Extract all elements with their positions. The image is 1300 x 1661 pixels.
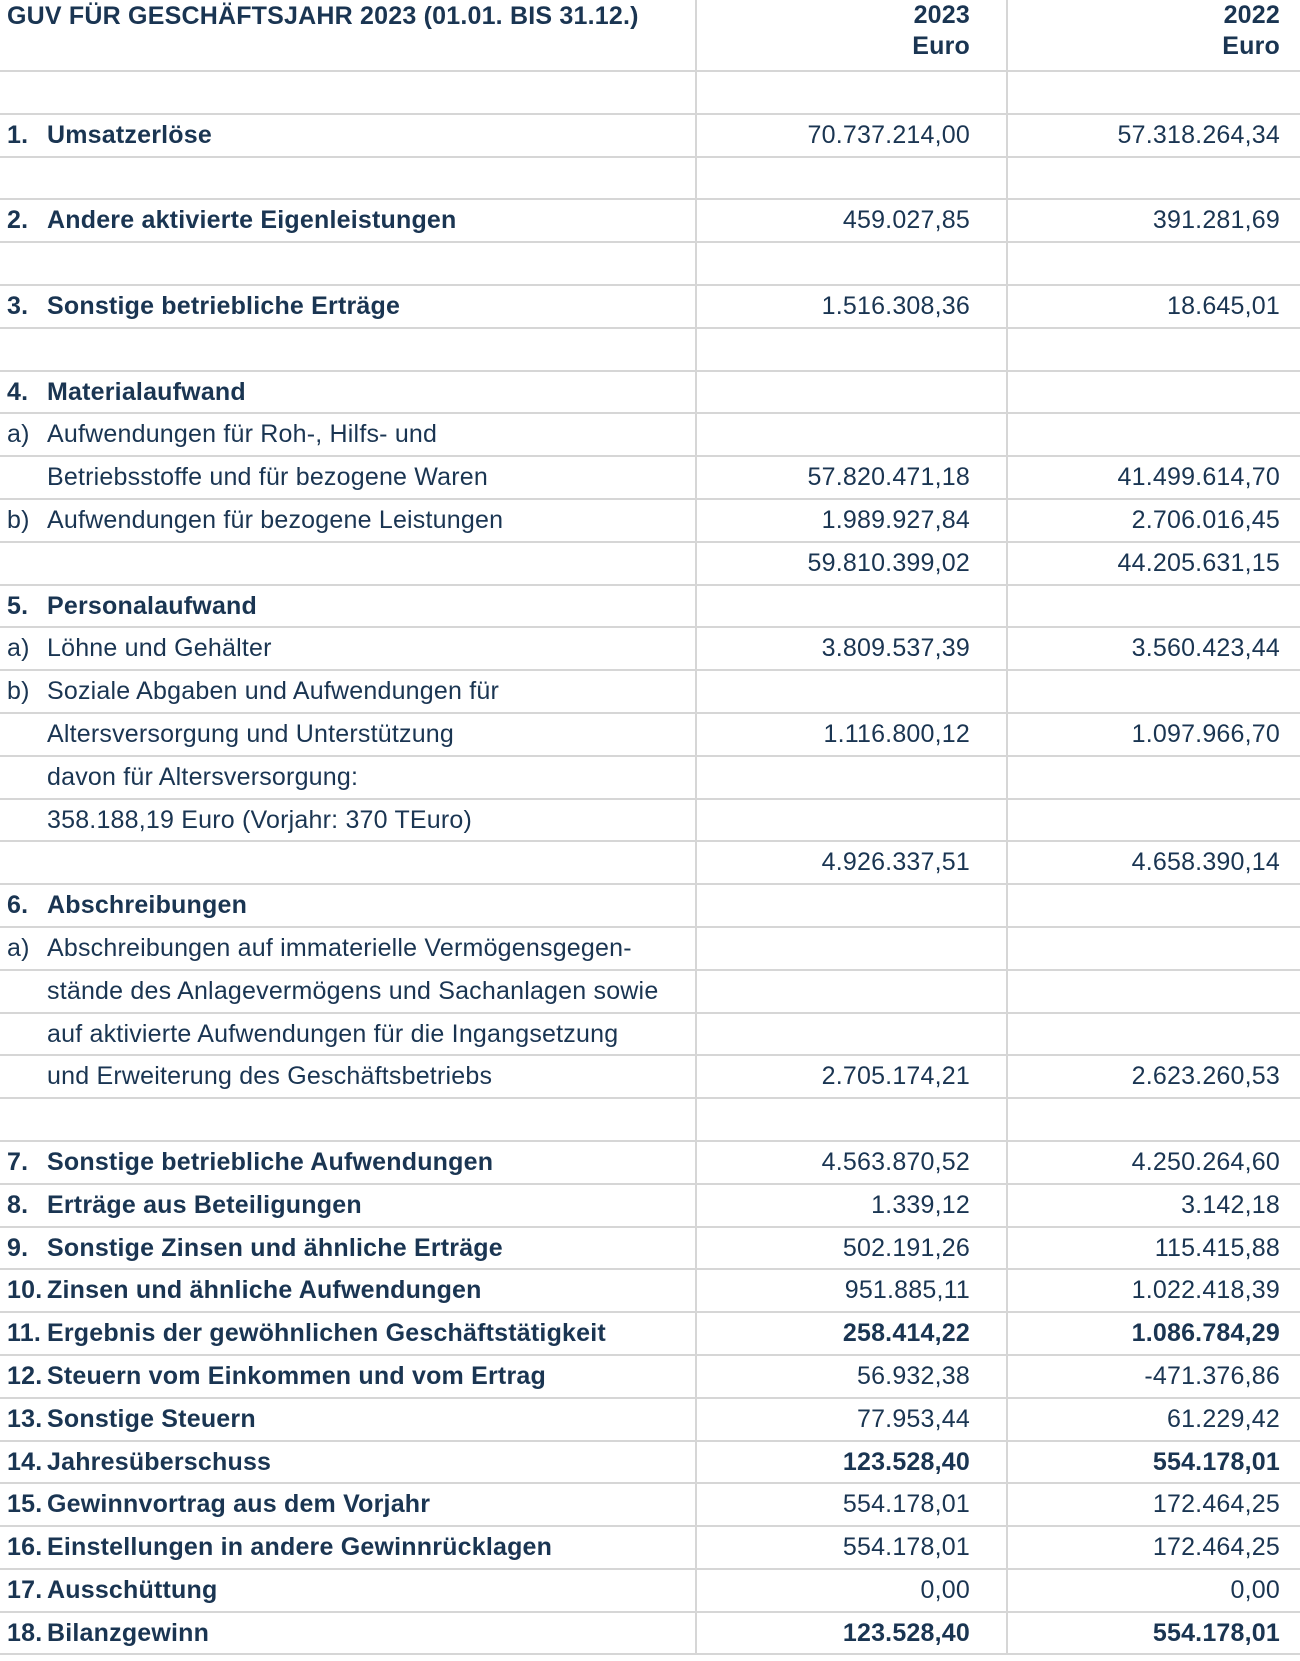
row-label [0,1612,696,1655]
row-subletter: a) [7,634,30,663]
table-row-11 [0,1312,1300,1355]
row-title: Sonstige betriebliche Erträge [47,291,401,320]
value-2023: 123.528,40 [696,1612,1007,1655]
row-label [0,1398,696,1441]
value-2023: 258.414,22 [696,1312,1007,1355]
table-row-5b-line4 [0,799,1300,842]
table-header-row [0,0,1300,71]
row-subletter: a) [7,933,30,962]
value-2022: 3.560.423,44 [1007,627,1300,670]
table-row-4 [0,371,1300,414]
value-2022: 115.415,88 [1007,1227,1300,1270]
table-row-13 [0,1398,1300,1441]
value-2022: 0,00 [1007,1569,1300,1612]
row-label [0,114,696,157]
table-row-6a-line2 [0,970,1300,1013]
value-2023: 459.027,85 [696,199,1007,242]
column-header-2023 [696,0,1007,71]
value-2023: 70.737.214,00 [696,114,1007,157]
row-number: 9. [7,1233,29,1262]
row-number: 5. [7,591,29,620]
row-subletter: b) [7,677,30,706]
value-2023: 4.563.870,52 [696,1141,1007,1184]
row-label [0,1355,696,1398]
value-2022: 1.086.784,29 [1007,1312,1300,1355]
table-row-1 [0,114,1300,157]
table-row-6a-line3 [0,1013,1300,1056]
row-label [0,713,696,756]
table-row-14 [0,1441,1300,1484]
row-number: 16. [7,1533,43,1562]
value-2022: 61.229,42 [1007,1398,1300,1441]
row-title: Ergebnis der gewöhnlichen Geschäftstätigkeit [47,1319,606,1348]
row-title: Andere aktivierte Eigenleistungen [47,206,457,235]
row-label [0,1441,696,1484]
row-label [0,1269,696,1312]
table-row-9 [0,1227,1300,1270]
subtotal-2022: 4.658.390,14 [1007,841,1300,884]
value-2022: 18.645,01 [1007,285,1300,328]
row-title: Jahresüberschuss [47,1447,272,1476]
value-2022: 2.623.260,53 [1007,1055,1300,1098]
row-number: 10. [7,1276,43,1305]
subtotal-2023: 4.926.337,51 [696,841,1007,884]
row-number: 11. [7,1319,41,1348]
row-label [0,413,696,456]
row-number: 18. [7,1618,43,1647]
row-label [0,1055,696,1098]
row-title: Sonstige Steuern [47,1404,256,1433]
value-2023: 123.528,40 [696,1441,1007,1484]
row-label [0,456,696,499]
row-title: Sonstige Zinsen und ähnliche Erträge [47,1233,503,1262]
value-2023: 56.932,38 [696,1355,1007,1398]
row-number: 1. [7,120,29,149]
row-label [0,1013,696,1056]
table-row-15 [0,1483,1300,1526]
value-2022: 172.464,25 [1007,1526,1300,1569]
value-2023: 502.191,26 [696,1227,1007,1270]
column-year-2022: 2022 [1223,1,1280,29]
row-title: Steuern vom Einkommen und vom Ertrag [47,1361,546,1390]
row-number: 15. [7,1490,43,1519]
row-title: Einstellungen in andere Gewinnrücklagen [47,1533,553,1562]
row-note: davon für Altersversorgung: [47,762,359,791]
row-number: 6. [7,891,29,920]
table-row-17 [0,1569,1300,1612]
value-2022: 41.499.614,70 [1007,456,1300,499]
column-unit-2022: Euro [1222,32,1280,60]
row-label [0,970,696,1013]
row-label [0,285,696,328]
row-title: Bilanzgewinn [47,1618,210,1647]
row-label [0,799,696,842]
row-title: Betriebsstoffe und für bezogene Waren [47,463,489,492]
row-number: 2. [7,206,29,235]
table-row-6a-line1 [0,927,1300,970]
spacer-row [0,157,1300,200]
row-label [0,1569,696,1612]
row-label [0,1227,696,1270]
row-title: Altersversorgung und Unterstützung [47,719,455,748]
column-year-2023: 2023 [913,1,970,29]
row-number: 8. [7,1190,29,1219]
row-title: Aufwendungen für bezogene Leistungen [47,505,504,534]
row-label [0,1312,696,1355]
value-2023: 554.178,01 [696,1483,1007,1526]
row-number: 14. [7,1447,43,1476]
row-number: 7. [7,1147,29,1176]
value-2023: 1.989.927,84 [696,499,1007,542]
spacer-row [0,1098,1300,1141]
row-title: Personalaufwand [47,591,257,620]
value-2022: -471.376,86 [1007,1355,1300,1398]
table-row-7 [0,1141,1300,1184]
table-row-5 [0,585,1300,628]
row-label [0,585,696,628]
row-number: 3. [7,291,29,320]
table-row-18 [0,1612,1300,1655]
row-label [0,499,696,542]
table-row-5-subtotal [0,841,1300,884]
table-row-5a [0,627,1300,670]
value-2022: 554.178,01 [1007,1612,1300,1655]
row-number: 13. [7,1404,43,1433]
statement-title: GUV FÜR GESCHÄFTSJAHR 2023 (01.01. BIS 31.12.) [0,0,696,71]
row-number: 17. [7,1575,43,1604]
row-title: auf aktivierte Aufwendungen für die Ingangsetzung [47,1019,619,1048]
subtotal-2022: 44.205.631,15 [1007,542,1300,585]
value-2023: 1.116.800,12 [696,713,1007,756]
row-title: Aufwendungen für Roh-, Hilfs- und [47,420,438,449]
row-title: stände des Anlagevermögens und Sachanlagen sowie [47,976,659,1005]
table-row-12 [0,1355,1300,1398]
row-label [0,1526,696,1569]
row-number: 12. [7,1361,43,1390]
value-2023: 951.885,11 [696,1269,1007,1312]
value-2023: 77.953,44 [696,1398,1007,1441]
row-title: Gewinnvortrag aus dem Vorjahr [47,1490,431,1519]
row-title: Sonstige betriebliche Aufwendungen [47,1147,494,1176]
value-2022: 2.706.016,45 [1007,499,1300,542]
value-2023: 3.809.537,39 [696,627,1007,670]
subtotal-2023: 59.810.399,02 [696,542,1007,585]
table-row-4a-line1 [0,413,1300,456]
row-label [0,199,696,242]
row-title: Abschreibungen auf immaterielle Vermögensgegen- [47,933,632,962]
row-number: 4. [7,377,29,406]
value-2023: 57.820.471,18 [696,456,1007,499]
table-row-6 [0,884,1300,927]
table-row-5b-line2 [0,713,1300,756]
table-row-6a-line4 [0,1055,1300,1098]
row-title: Abschreibungen [47,891,248,920]
value-2023: 554.178,01 [696,1526,1007,1569]
table-row-3 [0,285,1300,328]
value-2023: 1.339,12 [696,1184,1007,1227]
table-row-2 [0,199,1300,242]
value-2022: 4.250.264,60 [1007,1141,1300,1184]
table-row-8 [0,1184,1300,1227]
table-row-4b [0,499,1300,542]
row-title: Zinsen und ähnliche Aufwendungen [47,1276,482,1305]
value-2022: 57.318.264,34 [1007,114,1300,157]
value-2022: 1.022.418,39 [1007,1269,1300,1312]
row-title: Soziale Abgaben und Aufwendungen für [47,677,500,706]
table-row-5b-line3 [0,756,1300,799]
row-title: Materialaufwand [47,377,246,406]
value-2022: 554.178,01 [1007,1441,1300,1484]
row-label [0,1184,696,1227]
value-2022: 172.464,25 [1007,1483,1300,1526]
row-note: 358.188,19 Euro (Vorjahr: 370 TEuro) [47,805,473,834]
table-row-16 [0,1526,1300,1569]
row-title: Umsatzerlöse [47,120,212,149]
column-header-2022 [1007,0,1300,71]
value-2023: 2.705.174,21 [696,1055,1007,1098]
value-2022: 1.097.966,70 [1007,713,1300,756]
row-label [0,1483,696,1526]
spacer-row [0,328,1300,371]
row-subletter: a) [7,420,30,449]
value-2023: 0,00 [696,1569,1007,1612]
table-row-5b-line1 [0,670,1300,713]
row-label [0,756,696,799]
column-unit-2023: Euro [912,32,970,60]
row-label [0,670,696,713]
table-row-10 [0,1269,1300,1312]
table-row-4a-line2 [0,456,1300,499]
row-title: Erträge aus Beteiligungen [47,1190,362,1219]
row-label [0,927,696,970]
spacer-row [0,242,1300,285]
row-label [0,884,696,927]
row-title: Löhne und Gehälter [47,634,272,663]
row-subletter: b) [7,505,30,534]
spacer-row [0,71,1300,114]
table-row-4-subtotal [0,542,1300,585]
value-2022: 391.281,69 [1007,199,1300,242]
row-label [0,1141,696,1184]
value-2022: 3.142,18 [1007,1184,1300,1227]
row-label [0,627,696,670]
value-2023: 1.516.308,36 [696,285,1007,328]
row-title: und Erweiterung des Geschäftsbetriebs [47,1062,493,1091]
row-label [0,371,696,414]
row-title: Ausschüttung [47,1575,218,1604]
